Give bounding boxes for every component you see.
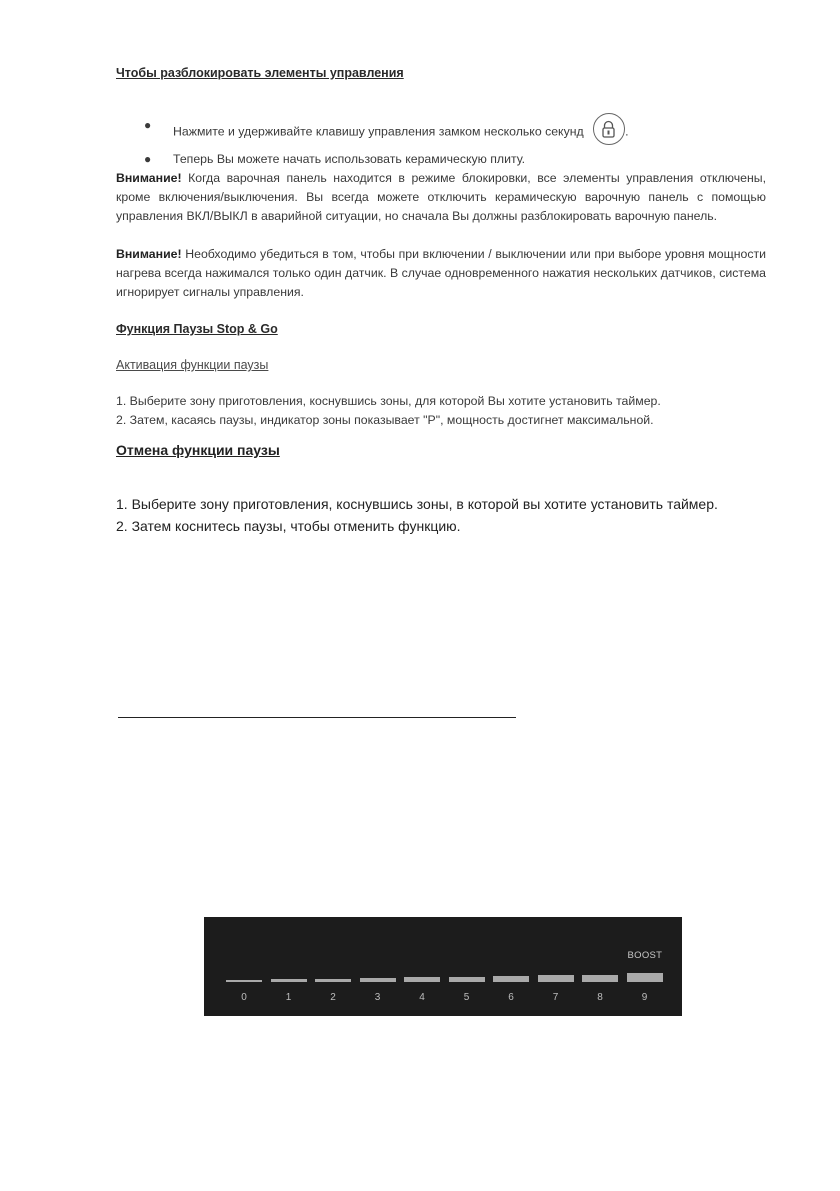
pause-heading: Функция Паузы Stop & Go bbox=[116, 322, 278, 336]
pause-activation-heading: Активация функции паузы bbox=[116, 358, 269, 372]
bullet-suffix: . bbox=[625, 124, 629, 139]
power-level-bar-9[interactable] bbox=[627, 973, 663, 982]
power-level-label-6: 6 bbox=[508, 992, 514, 1003]
power-level-bar-6[interactable] bbox=[493, 976, 529, 982]
power-level-label-8: 8 bbox=[597, 992, 603, 1003]
power-level-label-0: 0 bbox=[241, 992, 247, 1003]
power-level-label-2: 2 bbox=[330, 992, 336, 1003]
bullet-icon: ● bbox=[144, 152, 152, 166]
power-level-bar-4[interactable] bbox=[404, 977, 440, 982]
bullet-icon: ● bbox=[144, 118, 152, 132]
warning-text: Когда варочная панель находится в режиме блокировки, все элементы управления отключены, кроме включения/выключения. Вы всегда можете отключить керамическую варочную панель с помощью управления ВКЛ/ВЫКЛ в аварийной ситуации, но сначала Вы должны разблокировать варочную панель. bbox=[116, 171, 766, 223]
warning-text: Необходимо убедиться в том, чтобы при включении / выключении или при выборе уровня мощности нагрева всегда нажимался только один датчик. В случае одновременного нажатия нескольких датчиков, система игнорирует сигналы управления. bbox=[116, 247, 766, 299]
pause-cancel-heading: Отмена функции паузы bbox=[116, 442, 280, 458]
power-level-bar-5[interactable] bbox=[449, 977, 485, 982]
power-level-bar-8[interactable] bbox=[582, 975, 618, 982]
page-content bbox=[116, 58, 766, 537]
separator-line bbox=[118, 717, 516, 718]
activation-step-1: 1. Выберите зону приготовления, коснувшись зоны, для которой Вы хотите установить таймер. bbox=[116, 394, 661, 408]
unlock-heading: Чтобы разблокировать элементы управления bbox=[116, 66, 404, 80]
power-level-label-9: 9 bbox=[641, 992, 648, 1003]
unlock-step-2: Теперь Вы можете начать использовать керамическую плиту. bbox=[173, 152, 526, 166]
power-level-bar-2[interactable] bbox=[315, 979, 351, 982]
power-level-label-7: 7 bbox=[552, 992, 559, 1003]
list-item bbox=[116, 116, 766, 148]
power-level-panel bbox=[204, 917, 682, 1016]
unlock-step-1: Нажмите и удерживайте клавишу управления замком несколько секунд bbox=[173, 124, 584, 139]
unlock-steps bbox=[116, 116, 766, 169]
list-item bbox=[116, 150, 766, 169]
power-level-bar-0[interactable] bbox=[226, 980, 262, 982]
power-level-bar-1[interactable] bbox=[271, 979, 307, 982]
boost-label: BOOST bbox=[627, 950, 663, 961]
power-level-bar-7[interactable] bbox=[538, 975, 574, 982]
warning-label: Внимание! bbox=[116, 247, 182, 261]
warning-label: Внимание! bbox=[116, 171, 182, 185]
warning-paragraph-2 bbox=[116, 245, 766, 302]
activation-step-2: 2. Затем, касаясь паузы, индикатор зоны показывает "P", мощность достигнет максимальной. bbox=[116, 413, 654, 427]
power-level-bar-3[interactable] bbox=[360, 978, 396, 982]
lock-icon bbox=[593, 113, 625, 145]
power-level-label-5: 5 bbox=[463, 992, 470, 1003]
power-level-label-4: 4 bbox=[419, 992, 425, 1003]
warning-paragraph-1 bbox=[116, 169, 766, 226]
cancel-step-2: 2. Затем коснитесь паузы, чтобы отменить функцию. bbox=[116, 518, 461, 534]
power-level-label-3: 3 bbox=[374, 992, 381, 1003]
cancel-step-1: 1. Выберите зону приготовления, коснувшись зоны, в которой вы хотите установить таймер. bbox=[116, 496, 718, 512]
power-level-label-1: 1 bbox=[285, 992, 292, 1003]
